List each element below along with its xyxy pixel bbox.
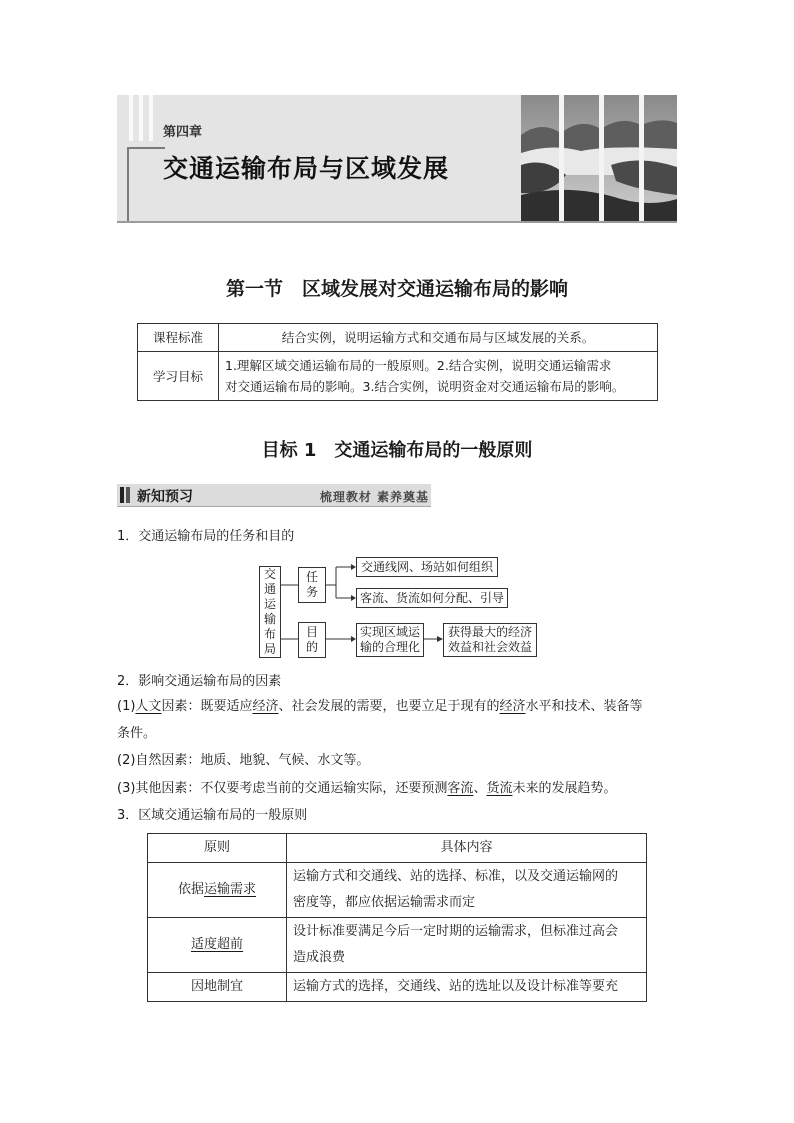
content-line: 运输方式和交通线、站的选择、标准，以及交通运输网的 (293, 869, 619, 884)
table-value: 结合实例，说明运输方式和交通布局与区域发展的关系。 (219, 324, 658, 352)
text-span: 因地制宜 (190, 979, 243, 994)
diagram-task-item: 交通线网、场站如何组织 (356, 557, 498, 577)
factor-other (117, 779, 616, 799)
diagram-purpose-box (298, 622, 326, 658)
chapter-banner (117, 95, 677, 221)
principle-name (148, 918, 287, 973)
text-span: 未来的发展趋势。 (512, 781, 617, 796)
item-heading: 1．交通运输布局的任务和目的 (117, 529, 295, 544)
diagram-char: 任 (305, 570, 318, 584)
task-purpose-diagram (250, 552, 550, 662)
underlined-answer: 运输需求 (204, 882, 257, 897)
underlined-answer: 经济 (499, 699, 526, 714)
goal-title: 目标 1 交通运输布局的一般原则 (261, 440, 533, 461)
diagram-line: 实现区域运 (359, 625, 420, 639)
principle-content (287, 918, 647, 973)
section-band (117, 484, 431, 507)
table-row (138, 324, 658, 352)
diagram-char: 交 (263, 567, 276, 581)
factor-human-cont: 条件。 (117, 726, 157, 741)
content-line: 密度等，都应依据运输需求而定 (293, 895, 476, 910)
underlined-answer: 货流 (486, 781, 513, 796)
diagram-line: 获得最大的经济 (447, 625, 532, 639)
principle-name (148, 973, 287, 1002)
principles-table (147, 833, 647, 1002)
principle-content (287, 973, 647, 1002)
diagram-char: 目 (305, 625, 318, 639)
underlined-answer: 客流 (447, 781, 474, 796)
diagram-purpose-step (356, 623, 424, 657)
factor-human (117, 697, 643, 717)
item-heading: 3．区域交通运输布局的一般原则 (117, 808, 308, 823)
column-header: 具体内容 (287, 834, 647, 863)
table-value-line: 1.理解区域交通运输布局的一般原则。2.结合实例，说明交通运输需求 (225, 358, 612, 373)
band-subtitle: 梳理教材 素养奠基 (319, 490, 429, 504)
table-row (138, 352, 658, 401)
text-span: 、 (473, 781, 487, 796)
underlined-answer: 适度超前 (190, 937, 243, 952)
diagram-purpose-result (443, 623, 537, 657)
text-span: 因素：既要适应 (161, 699, 253, 714)
diagram-task-box (298, 567, 326, 603)
banner-rule (117, 221, 677, 223)
column-header: 原则 (148, 834, 287, 863)
diagram-char: 的 (305, 640, 318, 654)
section-title: 第一节 区域发展对交通运输布局的影响 (225, 278, 568, 300)
principle-name (148, 863, 287, 918)
text-span: (3)其他因素：不仅要考虑当前的交通运输实际，还要预测 (117, 781, 448, 796)
text-span: (1) (117, 699, 136, 714)
diagram-char: 运 (263, 597, 276, 611)
decor-line (127, 147, 165, 149)
content-line: 造成浪费 (293, 950, 346, 965)
table-row (148, 918, 647, 973)
factor-natural: (2)自然因素：地质、地貌、气候、水文等。 (117, 753, 370, 768)
table-header-row (148, 834, 647, 863)
band-marker (126, 487, 130, 503)
principle-content (287, 863, 647, 918)
table-row (148, 973, 647, 1002)
table-row (148, 863, 647, 918)
table-key: 学习目标 (138, 352, 219, 401)
standards-table (137, 323, 658, 401)
item-heading: 2．影响交通运输布局的因素 (117, 674, 282, 689)
band-marker (120, 487, 124, 503)
diagram-char: 务 (305, 585, 318, 599)
diagram-char: 输 (263, 612, 276, 626)
chapter-label: 第四章 (163, 125, 203, 140)
text-span: 、社会发展的需要，也要立足于现有的 (278, 699, 500, 714)
text-span: 水平和技术、装备等 (525, 699, 643, 714)
table-key: 课程标准 (138, 324, 219, 352)
diagram-line: 效益和社会效益 (447, 640, 532, 654)
decor-stripe (129, 95, 133, 141)
chapter-title: 交通运输布局与区域发展 (163, 154, 450, 183)
underlined-answer: 人文 (135, 699, 162, 714)
diagram-char: 局 (263, 642, 276, 656)
decor-stripe (149, 95, 153, 141)
content-line: 设计标准要满足今后一定时期的运输需求，但标准过高会 (293, 924, 619, 939)
band-title: 新知预习 (137, 489, 193, 505)
table-value-line: 对交通运输布局的影响。3.结合实例，说明资金对交通运输布局的影响。 (225, 379, 625, 394)
diagram-line: 输的合理化 (359, 640, 420, 654)
text-span: 依据 (177, 882, 204, 897)
diagram-char: 布 (263, 627, 276, 641)
landscape-photo (521, 95, 677, 221)
decor-line (127, 147, 129, 221)
diagram-char: 通 (263, 582, 276, 596)
underlined-answer: 经济 (252, 699, 279, 714)
content-line: 运输方式的选择，交通线、站的选址以及设计标准等要充 (293, 979, 619, 994)
decor-stripe (139, 95, 143, 141)
diagram-root-box (259, 566, 281, 658)
table-value (219, 352, 658, 401)
diagram-task-item: 客流、货流如何分配、引导 (356, 588, 508, 608)
